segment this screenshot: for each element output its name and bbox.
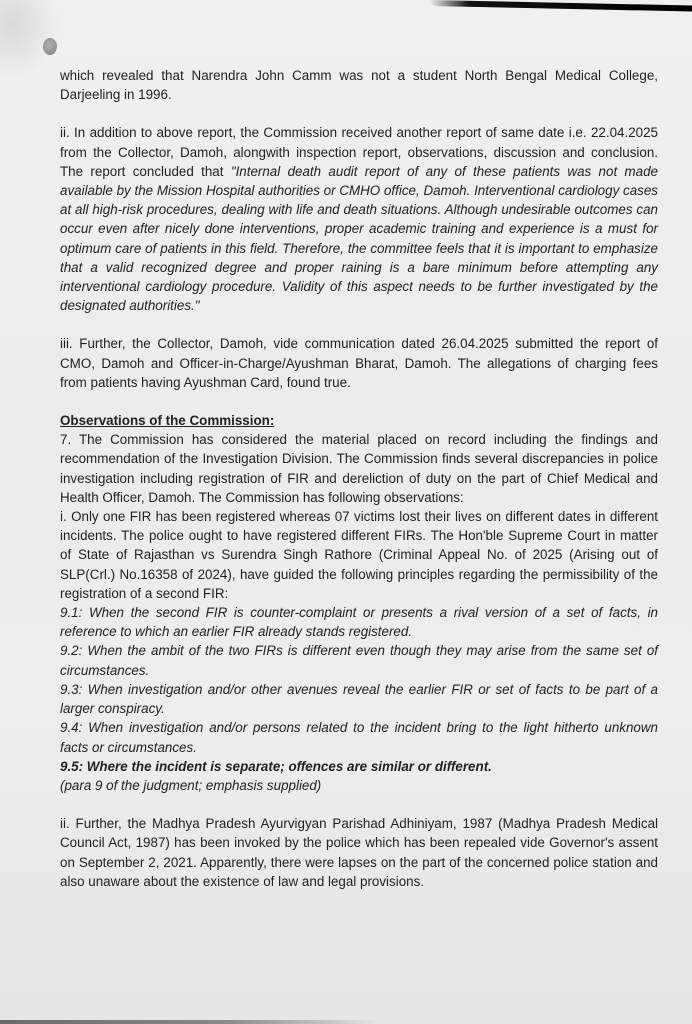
document-body [60, 66, 658, 891]
punch-hole-icon [43, 38, 57, 55]
principle-9-2: 9.2: When the ambit of the two FIRs is different even though they may arise from the same set of circumstances. [60, 643, 658, 678]
observation-item-i: i. Only one FIR has been registered whereas 07 victims lost their lives on different dates in different incidents. The police ought to have registered different FIRs. The Hon'ble Supreme Court in matter of State of Rajasthan vs Surendra Singh Rathore (Criminal Appeal No. of 2025 (Arising out of SLP(Crl.) No.16358 of 2024), have guided the following principles regarding the permissibility of the registration of a second FIR: [60, 509, 658, 601]
paragraph-ii [60, 123, 658, 315]
paragraph-iii: iii. Further, the Collector, Damoh, vide communication dated 26.04.2025 submitted the report of CMO, Damoh and Officer-in-Charge/Ayushman Bharat, Damoh. The allegations of charging fees from patients having Ayushman Card, found true. [60, 336, 658, 390]
principle-9-1: 9.1: When the second FIR is counter-complaint or presents a rival version of a set of facts, in reference to which an earlier FIR already stands registered. [60, 605, 658, 640]
observation-item-ii: ii. Further, the Madhya Pradesh Ayurvigyan Parishad Adhiniyam, 1987 (Madhya Pradesh Medical Council Act, 1987) has been invoked by the police which has been repealed vide Governor's assent on September 2, 2021. Apparently, there were lapses on the part of the concerned police station and also unaware about the existence of law and legal provisions. [60, 816, 658, 889]
judgment-citation: (para 9 of the judgment; emphasis supplied) [60, 777, 322, 793]
principle-9-4: 9.4: When investigation and/or persons related to the incident bring to the light hitherto unknown facts or circumstances. [60, 720, 658, 755]
page-bottom-edge-shadow [0, 1020, 380, 1024]
paragraph-7: 7. The Commission has considered the material placed on record including the findings and recommendation of the Investigation Division. The Commission finds several discrepancies in police investigation including registration of FIR and dereliction of duty on the part of Chief Medical and Health Officer, Damoh. The Commission has following observations: [60, 432, 658, 505]
principle-9-5: 9.5: Where the incident is separate; offences are similar or different. [60, 758, 492, 774]
principle-9-3: 9.3: When investigation and/or other avenues reveal the earlier FIR or set of facts to be part of a larger conspiracy. [60, 681, 658, 717]
observations-heading: Observations of the Commission: [60, 413, 275, 429]
paragraph-ii-quote: "Internal death audit report of any of these patients was not made available by the Mission Hospital authorities or CMHO office, Damoh. Interventional cardiology cases at all high-risk procedures, dealing with life and death situations. Although undesirable outcomes can occur even after nicely done interventions, proper academic training and experience is a must for optimum care of patients in this field. Therefore, the committee feels that it is important to emphasize that a valid recognized degree and proper raining is a bare minimum before attempting any interventional cardiology procedure. Validity of this aspect needs to be further investigated by the designated authorities." [60, 163, 659, 314]
page-top-edge-shadow [430, 0, 692, 11]
intro-continuation-paragraph: which revealed that Narendra John Camm was not a student North Bengal Medical College, Darjeeling in 1996. [60, 68, 658, 103]
paragraph-ii-lead: ii. In addition to above report, the Commission received another report of same date i.e. 22.04.2025 from the Collector, Damoh, alongwith inspection report, observations, discussion and conclusion. The report concluded that [60, 125, 658, 179]
